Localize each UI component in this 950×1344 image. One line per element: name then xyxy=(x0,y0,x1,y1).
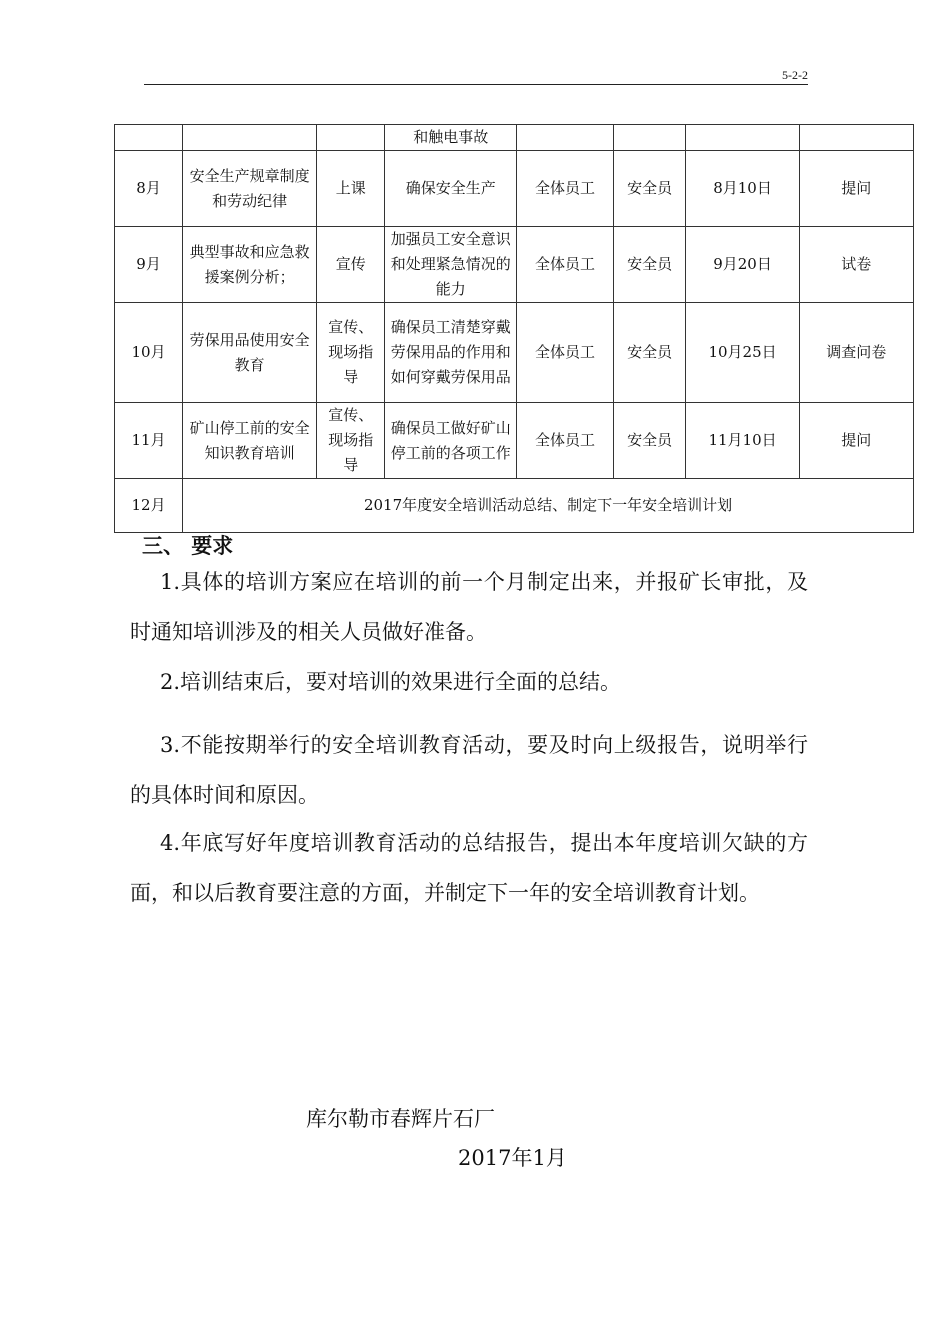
signature-organization: 库尔勒市春辉片石厂 xyxy=(306,1107,495,1131)
table-cell xyxy=(686,125,799,151)
form-cell: 上课 xyxy=(317,151,385,227)
requirement-item: 2.培训结束后，要对培训的效果进行全面的总结。 xyxy=(160,670,622,694)
topic-cell: 安全生产规章制度和劳动纪律 xyxy=(183,151,317,227)
requirement-item: 3.不能按期举行的安全培训教育活动，要及时向上级报告，说明举行的具体时间和原因。 xyxy=(130,733,808,807)
month-cell: 9月 xyxy=(115,227,183,303)
assessment-cell: 调查问卷 xyxy=(799,303,913,403)
owner-cell: 安全员 xyxy=(613,151,686,227)
table-row xyxy=(115,227,914,303)
owner-cell: 安全员 xyxy=(613,227,686,303)
date-cell: 11月10日 xyxy=(686,403,799,479)
month-cell: 11月 xyxy=(115,403,183,479)
table-cell xyxy=(517,125,614,151)
form-cell: 宣传、现场指导 xyxy=(317,403,385,479)
goal-cell: 确保员工清楚穿戴劳保用品的作用和如何穿戴劳保用品 xyxy=(385,303,517,403)
owner-cell: 安全员 xyxy=(613,303,686,403)
goal-cell: 加强员工安全意识和处理紧急情况的能力 xyxy=(385,227,517,303)
table-row xyxy=(115,151,914,227)
table-cell xyxy=(115,125,183,151)
table-row xyxy=(115,403,914,479)
header-rule xyxy=(144,84,808,85)
table-row xyxy=(115,125,914,151)
date-cell: 9月20日 xyxy=(686,227,799,303)
topic-cell: 劳保用品使用安全教育 xyxy=(183,303,317,403)
goal-cell: 确保员工做好矿山停工前的各项工作 xyxy=(385,403,517,479)
topic-cell: 典型事故和应急救援案例分析； xyxy=(183,227,317,303)
topic-cell: 矿山停工前的安全知识教育培训 xyxy=(183,403,317,479)
page-code: 5-2-2 xyxy=(782,68,808,82)
table-cell xyxy=(799,125,913,151)
requirement-item: 4.年底写好年度培训教育活动的总结报告，提出本年度培训欠缺的方面，和以后教育要注意的方面，并制定下一年的安全培训教育计划。 xyxy=(130,831,808,905)
participants-cell: 全体员工 xyxy=(517,151,614,227)
participants-cell: 全体员工 xyxy=(517,303,614,403)
participants-cell: 全体员工 xyxy=(517,227,614,303)
section-title-requirements: 三、 要求 xyxy=(142,534,234,558)
assessment-cell: 提问 xyxy=(799,151,913,227)
table-cell xyxy=(613,125,686,151)
date-cell: 8月10日 xyxy=(686,151,799,227)
month-cell: 10月 xyxy=(115,303,183,403)
month-cell: 8月 xyxy=(115,151,183,227)
form-cell: 宣传 xyxy=(317,227,385,303)
assessment-cell: 提问 xyxy=(799,403,913,479)
summary-cell: 2017年度安全培训活动总结、制定下一年安全培训计划 xyxy=(183,479,914,533)
training-plan-table xyxy=(114,124,914,533)
table-row xyxy=(115,479,914,533)
assessment-cell: 试卷 xyxy=(799,227,913,303)
table-cell xyxy=(317,125,385,151)
table-cell: 和触电事故 xyxy=(385,125,517,151)
table-cell xyxy=(183,125,317,151)
form-cell: 宣传、现场指导 xyxy=(317,303,385,403)
goal-cell: 确保安全生产 xyxy=(385,151,517,227)
table-row xyxy=(115,303,914,403)
signature-date: 2017年1月 xyxy=(458,1146,567,1170)
owner-cell: 安全员 xyxy=(613,403,686,479)
month-cell: 12月 xyxy=(115,479,183,533)
participants-cell: 全体员工 xyxy=(517,403,614,479)
date-cell: 10月25日 xyxy=(686,303,799,403)
requirement-item: 1.具体的培训方案应在培训的前一个月制定出来，并报矿长审批，及时通知培训涉及的相关人员做好准备。 xyxy=(130,570,808,644)
